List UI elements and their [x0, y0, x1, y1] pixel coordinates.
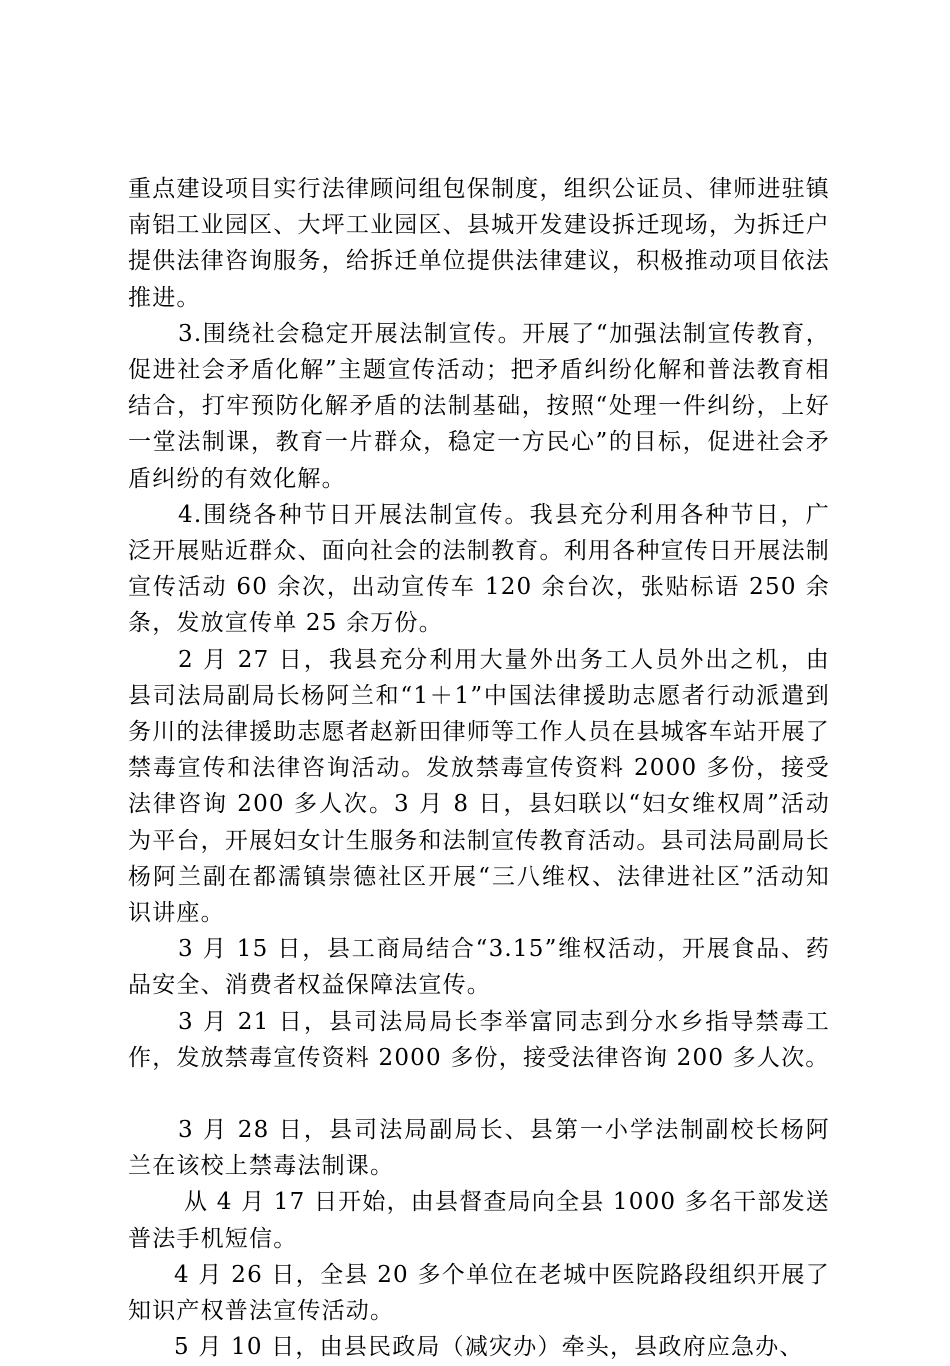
paragraph-social-stability: 3.围绕社会稳定开展法制宣传。开展了“加强法制宣传教育，促进社会矛盾化解”主题宣传活动；把矛盾纠纷化解和普法教育相结合，打牢预防化解矛盾的法制基础，按照“处理一件纠纷，上好一堂法制课，教育一片群众，稳定一方民心”的目标，促进社会矛盾纠纷的有效化解。 [128, 320, 830, 492]
paragraph-feb-27: 2 月 27 日，我县充分利用大量外出务工人员外出之机，由县司法局副局长杨阿兰和“1＋1”中国法律援助志愿者行动派遣到务川的法律援助志愿者赵新田律师等工作人员在县城客车站开展了禁毒宣传和法律咨询活动。发放禁毒宣传资料 2000 多份，接受法律咨询 200 多人次。3 月 8 日，县妇联以“妇女维权周”活动为平台，开展妇女计生服务和法制宣传教育活动。县司法局副局长杨阿兰副在都濡镇崇德社区开展“三八维权、法律进社区”活动知识讲座。 [128, 646, 830, 927]
paragraph-mar-21: 3 月 21 日，县司法局局长李举富同志到分水乡指导禁毒工作，发放禁毒宣传资料 2000 多份，接受法律咨询 200 多人次。 [128, 1008, 830, 1071]
paragraph-may-10: 5 月 10 日，由县民政局（减灾办）牵头，县政府应急办、 [174, 1334, 804, 1361]
paragraph-apr-17: 从 4 月 17 日开始，由县督查局向全县 1000 多名干部发送普法手机短信。 [128, 1189, 830, 1252]
paragraph-apr-26: 4 月 26 日，全县 20 多个单位在老城中医院路段组织开展了知识产权普法宣传活动。 [128, 1261, 830, 1325]
paragraph-mar-15: 3 月 15 日，县工商局结合“3.15”维权活动，开展食品、药品安全、消费者权益保障法宣传。 [128, 936, 830, 999]
paragraph-holiday-publicity: 4.围绕各种节日开展法制宣传。我县充分利用各种节日，广泛开展贴近群众、面向社会的法制教育。利用各种宣传日开展法制宣传活动 60 余次，出动宣传车 120 余台次，张贴标语 250 余条，发放宣传单 25 余万份。 [128, 501, 830, 637]
document-page [128, 171, 830, 1366]
paragraph-mar-28: 3 月 28 日，县司法局副局长、县第一小学法制副校长杨阿兰在该校上禁毒法制课。 [128, 1117, 830, 1180]
paragraph-project-legal-advisors: 重点建设项目实行法律顾问组包保制度，组织公证员、律师进驻镇南铝工业园区、大坪工业园区、县城开发建设拆迁现场，为拆迁户提供法律咨询服务，给拆迁单位提供法律建议，积极推动项目依法推进。 [128, 176, 830, 311]
